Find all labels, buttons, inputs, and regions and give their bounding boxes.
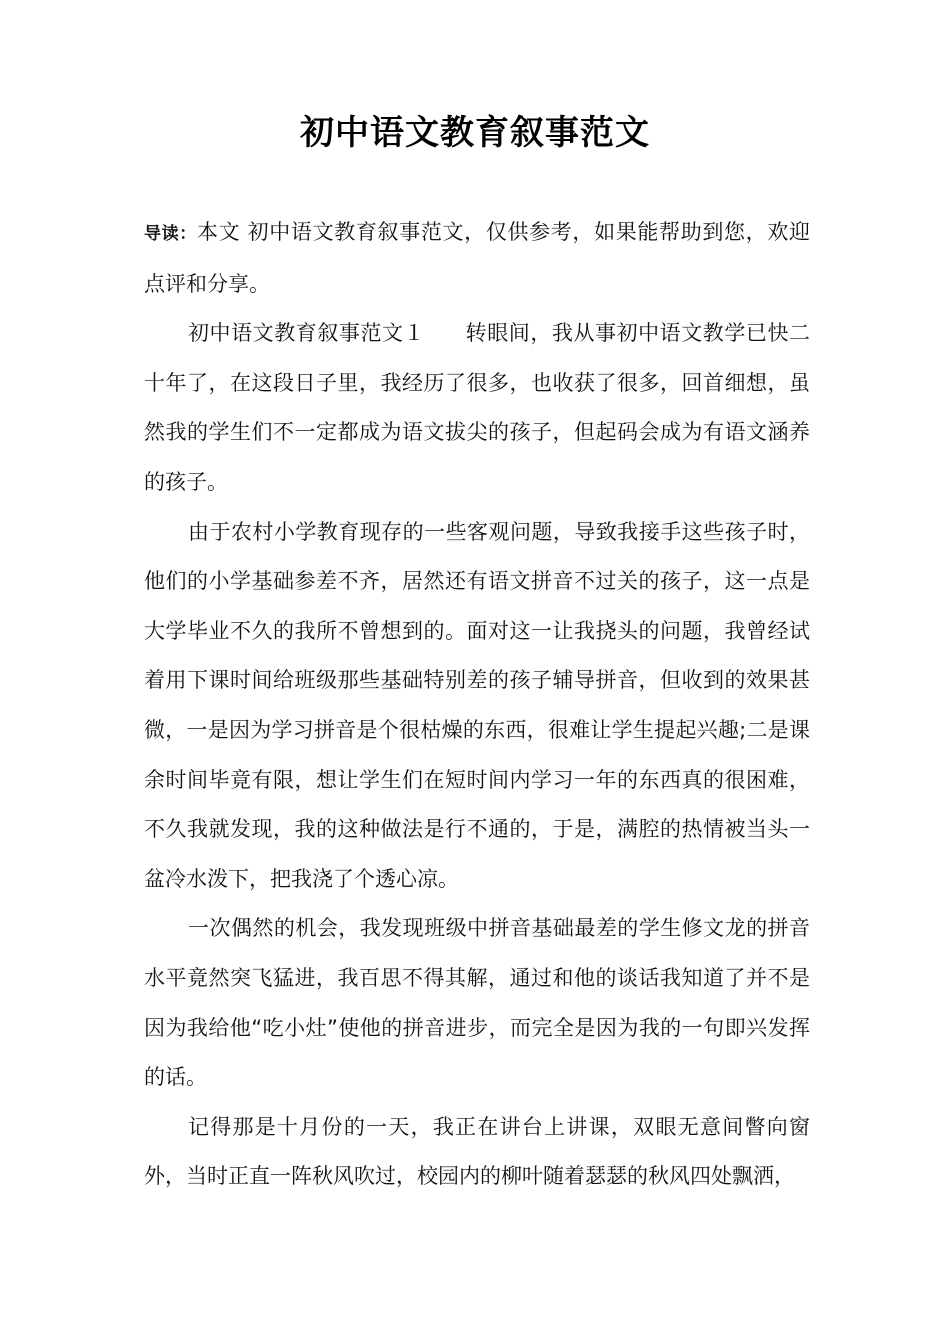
paragraph-2: 由于农村小学教育现存的一些客观问题，导致我接手这些孩子时，他们的小学基础参差不齐，居然还有语文拼音不过关的孩子，这一点是大学毕业不久的我所不曾想到的。面对这一让我挠头的问题，我曾经试着用下课时间给班级那些基础特别差的孩子辅导拼音，但收到的效果甚微，一是因为学习拼音是个很枯燥的东西，很难让学生提起兴趣;二是课余时间毕竟有限，想让学生们在短时间内学习一年的东西真的很困难，不久我就发现，我的这种做法是行不通的，于是，满腔的热情被当头一盆冷水泼下，把我浇了个透心凉。: [144, 519, 810, 891]
intro-paragraph: [144, 208, 810, 309]
paragraph-1-text: 转眼间，我从事初中语文教学已快二十年了，在这段日子里，我经历了很多，也收获了很多，回首细想，虽然我的学生们不一定都成为语文拔尖的孩子，但起码会成为有语文涵养的孩子。: [144, 321, 811, 494]
paragraph-3: 一次偶然的机会，我发现班级中拼音基础最差的学生修文龙的拼音水平竟然突飞猛进，我百思不得其解，通过和他的谈话我知道了并不是因为我给他“吃小灶”使他的拼音进步，而完全是因为我的一句即兴发挥的话。: [144, 916, 810, 1090]
paragraph-1-heading: 初中语文教育叙事范文１: [188, 321, 426, 346]
paragraph-4: 记得那是十月份的一天，我正在讲台上讲课，双眼无意间瞥向窗外，当时正直一阵秋风吹过，校园内的柳叶随着瑟瑟的秋风四处飘洒，: [144, 1114, 810, 1189]
document-body: [144, 208, 810, 1202]
intro-text: 本文 初中语文教育叙事范文，仅供参考，如果能帮助到您，欢迎点评和分享。: [144, 220, 810, 296]
intro-label: 导读：: [144, 224, 197, 244]
paragraph-1: [144, 309, 810, 507]
document-title: 初中语文教育叙事范文: [300, 113, 650, 153]
